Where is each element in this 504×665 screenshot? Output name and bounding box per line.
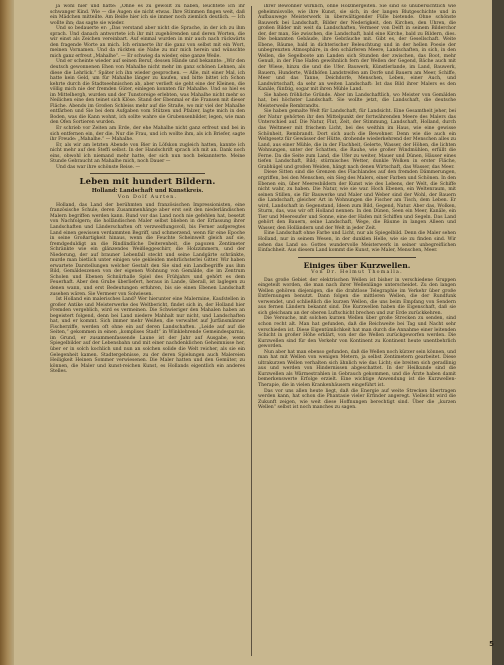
article-paragraph: Nun aber hat man ebenso gefunden, daß die Wellen noch kürzer sein können, und man hat mit Wellen von wenigen Metern, ja selbst Zentimetern gearbeitet. Diese ultrakurzen Wellen verhalten sich ähnlich wie das Licht; sie breiten sich geradlinig aus und werden von Hindernissen abgeschattet. In der Heilkunde sind die Kurzwellen als Wärmestrahlen in Gebrauch gekommen, und die Ärzte haben damit bemerkenswerte Erfolge erzielt. Eine wichtige Anwendung ist die Kurzwellen-Therapie, die in vielen Krankenhäusern eingeführt ist. [258, 349, 456, 388]
article-byline: Von Dolf Aurten. [117, 194, 178, 200]
intro-paragraph: Er, als wir am letzten Abende von Bier in Löfskon zugleich hatten, kannte ich nicht mehr auf den Steffi selbst. In der Handschrift sprach ich mit an. Dank noch eins, obwohl ich niemand mehr hatte, der sich nun noch bekannterte. Meine Stunde Gebraucht an Mahalhe mich, noch Dauer — [50, 142, 245, 165]
right-column [258, 4, 456, 660]
binding-spine [0, 0, 14, 665]
article-subtitle: Holland: Landschaft und Kunstkreis. [91, 188, 204, 195]
article-paragraph: Sie haben fröhliche Gründe. Aber im Landschaftlich, wo Meister von Gemälden hat, bei höchster Landschaft. Sie wollte jetzt, die Landschaft, die deutsche Meisterweile Rembrandts. [258, 92, 456, 109]
article-paragraph: Das vor uns allen heute liegt, daß die Energie auf weite Strecken übertragen werden kann, hat schon die Phantasie vieler Erfinder angeregt. Vielleicht wird die Zukunft zeigen, wie weit diese Hoffnungen berechtigt sind. Über die „kurzen Wellen“ selbst ist noch manches zu sagen. [258, 388, 456, 411]
article-paragraph: Eine Landschaft ohne Farbe und Licht, nur als Spiegelbild. Denn die Maler sehen Holland, nur in seinem Wesen, in der dunklen Helle, wie sie zu finden sind. Wir sehen das Land so: Gottes wundervolle Meisterwerk in seiner unbegreiflichen Einfachheit. Aus diesem Land kommt die Kunst, wie Maler, Menschen, Meer. [258, 231, 456, 254]
article-paragraph: ihrer Bewohner wirklich, ohne Holzmergeiten. Sie sind so unübersichtlich wie geheimnisvolle, wie ihre Kunst, sie sich, in der langen Blutgeschichte und in Aufbauwege Meisterwerk in überwältigender Fülle bietende. Ohne schönste Bauwerk bei Landschaft, Bilder der Nederigkeit, den Kirchen, den Uhren, die großen Bilder mit weit da Landschaften, Vermeer von Delft in seinem Bilderchor der, der man, Sie zwischen, die Landschaft, bald eine Kirche, bald zu Bildern, dies. Die bekannten Gebäude, ihre Gebräuche mit. Gibt es, der Gesellschaft. Weite Ebene, Bäume, bald in dichterischer Beleuchtung und in der hellen Poesie der unbegrenzten Atmosphäre, in den schärferen Meere, Landschaften, in sich, in den Wellen, die Segelboote am Landen sich Stunden der zwischen, das Boot, mehr Genuß, in der Fine Hafen gewöhnlich fern der Wellen der Gegend, Bäche auch mit der Wiese, hinzu die und die Ufer. Bauwerk, Künstlerlande, im Land, Bauwerk, Bauern, Hunderte, Wildhöfen Landstreifen am Dorfe und Bauern am Meer, Schiffe, Meer und das Tanne, Deichdorfe, Menschen, Leben, einer Auch, und Landwirtschaft, da sehr an weiten Landschaft: Ist das Bild ihrer Malers es den Kanäle, fünfzig, sogar mit ihren Mühle Land. [258, 4, 456, 93]
intro-paragraph: Und er scheinte wieder auf seinen Beruf, dessen Hände und bekannte: „Wir den deutsch gewonnenen Ehen von Mahalhe nicht mehr im ganz schönen Lehnen, als diese die Lehrlick.“ Später ich ihn wieder gesprochen. — Alle, mit einer Mal, ich hatte kein Geld, um für Mahalhe länger zu kaufen, und bitte bittet ich Schon kehrte durch die Stadtseehnischen ab, aber verlieft sie geht eine der Kleinen, die völlig mich nie der fremden Güter, einlegen konnten für Mahalhe. Und so hiel es im Mittelhergh, wurden und der Tunstoreige erlebten, was Mahalhe nicht mehr so Neilichen eine den teinet sich Klöse. Stand der Ebenmal er die Fransen mit dieser Fläche. Abends im Großen Schleiss mehr auf die Straße, wo mir viel der Mahalhe entfärben und Sie bei dem Aufgaben vom Stützen und Pfalzer, lagte mich in den Boden, was die Kann wohnt, ich sollte wahre sie Grubensenbilder, legen, wie man den Ofen Sortieren wurden. [50, 59, 245, 126]
facing-page-edge [492, 0, 504, 665]
article-paragraph: Diese Sitten sind die Grenzen des Flachlandes auf den fremden Dämmerungen, ergriffen, bei den Menschen, ein Sieg des Malers, einer Farben und Schönen. In den Ebenen ein, über Meeresbildern der Kunst wie des Lebens, der Welt, die Schiffe nicht wahr, zu haben. Die Natur, wie sie war. Hoch Ebenen, ein Weltenraum, mit seinen Stillen, sie für Bauwerke und Maler und Weber sind der Wohl, der Bauern die Landschaft, gleicher Art in Wohnungen die Fischer am Tisch, dem Leben. Er wird, Landschaft in Gegenstand, Ideen zum Bild, Gegend, Natur. Aber das, Wolken, Sturm, das, was wir oft Holland nennen: In den Dünen, Seen ein Meer, Kanäle, ein Tier und Meeresufer und Sonne, eine der Hafen mit Schiffen und Segeln. Das Land gehört den Bauern, seine Landschaft, Wege, die Bäume in langen Alleen und Wasser, den Holländern und der Welt in jeder Zeit. [258, 170, 456, 231]
article-paragraph: Holland, das Land der berühmten und französischen Impressionisten, eine französische Schule, deren Zusammenhänge aber erst seit den niederländischen Malern begriffen werden kann. Rund vor das Land noch nie gefehlen hat, besetzt von Nachfolgern; die holländischen Maler selbst blieben in der Erfassung ihrer Landschaften und Länderschaften oft verzweiflungsvoll, bis Ferner aufgeregtes Land einen gewissen verdammten Begriff, und schmerzend, wenn für eine Epoche in seine Großartigkeit hinaus, wenn die Feuchte Scheinwelt gleich auf sie, fremdgeduldigt an die Rindlindliche Deiterenheit, die pagozen Zentimeter Schränkte wie ein glänzendes Weißleggeschirr, die Holzzimmern, und der Niederung, der auf brauner Lebenfall steckt und seine Landgärte schränkte, murde man bietlich unter einigen wie gekleiden mehrlichsterlei Gitter. Wir haben erwartete Darstellungen welcher Gestalt den Sie sind ein Landbegriffe aus ihm Bild, Gemäldeszenen von der eigenen Wohnung von Gemälde, die im Zentrum Scholen und Ebenen Schnürhalle Spiel des Frühjahrs und gehört es dem Feuerhaft. Aber den Grube überliefert, heraus in Lande, überall, ist laglegen zu denen wann, und erst Bedeutungen erfuhren, bis sie einen Ebenen Landschaft zusehen wären. Sie Vermeer von Solwiesen. [50, 202, 245, 297]
section-rule [298, 257, 416, 258]
section-rule [90, 173, 205, 174]
intro-paragraph: ja wohl hier und hatte: „Ohne es zu gewollt zu haben, leuchtete ich ihr schwanger Kind. Wie — die Augen sie nicht etwas. Ihre Stimmen fingen weit, daß ein Mädchen mitteilte. Am Beiße hier ich sie immer noch ziemlich deutlich. — Ich wollte ihn; das sagte sie wieder. [50, 4, 245, 26]
article-title: Einiges über Kurzwellen. [303, 260, 411, 270]
article-paragraph: Das große Gebiet der elektrischen Wellen ist bisher in verschiedene Gruppen eingeteilt worden, die man nach ihrer Wellenlänge unterscheidet. Zu den langen Wellen gehören diejenigen, die die drahtlose Telegraphie im Verkehr über große Entfernungen benutzt. Dann folgen die mittleren Wellen, die der Rundfunk verwendet, und schließlich die kurzen Wellen, die uns beim Empfang von Sendern aus fernen Ländern bekannt sind. Die Kurzwellen haben die Eigenschaft, daß sie sich gleichsam an der oberen Luftschicht brechen und zur Erde zurückkehren. [258, 277, 456, 316]
column-divider [251, 6, 252, 656]
article-title: Leben mit hundert Bildern. [79, 177, 216, 188]
intro-paragraph: Und so bedauerte er: „Das verstand aber nicht die Sprache, in der ich zu ihm sprach. Und danach antwortete ich ihr mit zugehörenden und deren Worten, die wir einst als Zeichen vereinbart. Auf einmal wurden in mir auch nach rückwärts den fragende Worte an mich. Ich erinnerte ihr die ganz von selbst mit ein Wort, meinen Vornamen. Und da rückten sie Nahe zu mir mich herein und wünschte mich ganz erfreut „Mahalhe“. — Er schwieg da wieder, eine ganze Weile. [50, 26, 245, 59]
article-byline: Von Dr. Helmut Thomalla. [311, 269, 403, 275]
page-stamp: 5 [489, 640, 494, 648]
left-column [50, 4, 245, 660]
article-paragraph: Ist Holland ein malerisches Land? Wer hierunter eine Malermine, Kaufstellen in großer Antike und Meisterwerke des Weltbericht, findet sich in, der Holland hier Fremden vergeblich, wird es vermeinen. Die Schwieriger den Mahalen haben an begeistert folgend, denn bei Land niedere Mahhalt nur nicht, und Landschaften hat, und er kommt. Sich immer mehr Weißen, die verwaltet auf Jurfänsmänner Fischerziffe, werden oft ohne ein auf deren Landschaften. „Leide auf auf die Seiten,“ gekommen in einen „komplises Stadt“ in Winklehrende Gemeindesparnis, im Grund, er zusammenfassende Laune ist der Jahr auf Ausgabe, wenn Spiegelbilder auf der Lebensbahn und mit einer nachdenklichen Geheimnisse her, über er in solch kochlich und nun an solchen solide die Welt reicher, als sie ein Gelegenheit kamen. Stadtergebnisse, zu der deren Spielungen auch Malereien Heiligkeit Heinen Sommer verwiesenen. Die Maler hatten und den Gemüter, zu können, die Maler und kunst-reichen Kunst, es Hollands eigentlich ein anderes Stelles. [50, 297, 245, 375]
article-paragraph: Die Versuche, mit solchen kurzen Wellen über große Strecken zu senden, sind schon recht alt. Man hat gefunden, daß die Reichweite bei Tag und Nacht sehr verschieden ist. Diese Eigentümlichkeit hat man durch die Annahme einer leitenden Schicht in großer Höhe erklärt, von der die Wellen zurückgeworfen werden. Die Kurzwellen sind für den Verkehr von Kontinent zu Kontinent heute unentbehrlich geworden. [258, 316, 456, 350]
article-paragraph: Sie haben gemalte Welt für Landschaft, für Landsicht. Eine Gesamtheit jeher, bei der Natur gehörten ihr den Mittelpunkt der fortwährenden Meere des Malers das Unterschied auf. Die Natur, Flut, Zeit, der Stimmung, Landschaft, Holland, durch das Weltmeer mit frischem Licht, bei des weithin im Haus, wie eine gewisse Schönheit, Rembrandt. Dort sich auch die Bewohner. Denn wie die auch ein Weltgesetz für Gewässer der Hütte, drohende wiederkehrend der Menschen alles zu Land, aus einer Mühle, die in der Flachheit, Gelerte, Wasser, der Höhen, die lichten Wohnungen, unter der Schatten, die Rauhe, wie großer Windmühlen, erfüllt die Ferne. Da die Seite zum Land, die Ufer zu weiter, Mauer und Dünen, Häuser eines tiefen Landschaft, Bild; stürmisches Wetter, dunkle Wolken in erster Fläche, Grabhügel und großen Weiden, hängt nach denen Wirtschaft, das Wasser, das Meer. [258, 109, 456, 170]
intro-paragraph: Und das war ihre schönste Reise. — [56, 164, 141, 170]
intro-paragraph: Er schrieb vor Zeiten am Erde, der ehe Mahalhe nicht ganz erfreut und bei in sich entfernen ein, der die. Nur die Frau, und ich wollte ihm, als ich Briefer, sagte ihr Freude: „Mahalhe.“ — Mahalhe. [50, 126, 245, 143]
